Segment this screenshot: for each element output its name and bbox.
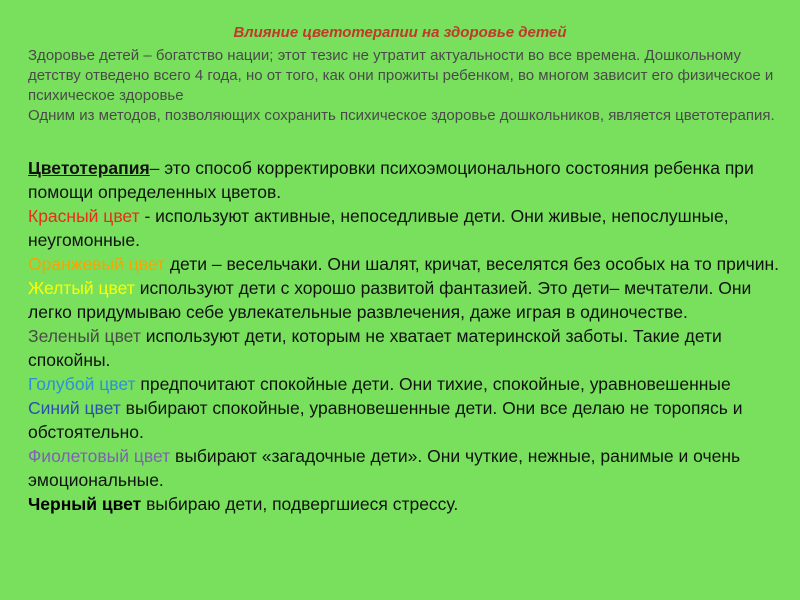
color-blue-paragraph (28, 396, 788, 444)
definition-paragraph (28, 156, 788, 204)
color-violet-paragraph (28, 444, 788, 492)
color-blue-term: Синий цвет (28, 398, 121, 418)
color-red-paragraph (28, 204, 788, 252)
color-orange-paragraph (28, 252, 788, 276)
color-red-text: - используют активные, непоседливые дети. Они живые, непослушные, неугомонные. (28, 206, 729, 250)
color-red-term: Красный цвет (28, 206, 140, 226)
color-black-paragraph (28, 492, 788, 516)
color-yellow-text: используют дети с хорошо развитой фантазией. Это дети– мечтатели. Они легко придумываю себе увлекательные развлечения, даже играя в одиночестве. (28, 278, 752, 322)
color-orange-term: Оранжевый цвет (28, 254, 165, 274)
intro-block (28, 46, 788, 126)
color-blue-text: выбирают спокойные, уравновешенные дети. Они все делаю не торопясь и обстоятельно. (28, 398, 743, 442)
intro-paragraph-1: Здоровье детей – богатство нации; этот тезис не утратит актуальности во все времена. Дошкольному детству отведено всего 4 года, но от того, как они прожиты ребенком, во многом зависит его физическое и психическое здоровье (28, 47, 774, 104)
color-lightblue-text: предпочитают спокойные дети. Они тихие, спокойные, уравновешенные (135, 374, 731, 394)
color-black-text: выбираю дети, подвергшиеся стрессу. (141, 494, 459, 514)
main-block (28, 156, 788, 516)
color-lightblue-term: Голубой цвет (28, 374, 136, 394)
color-green-text: используют дети, которым не хватает материнской заботы. Такие дети спокойны. (28, 326, 722, 370)
definition-text: – это способ корректировки психоэмоционального состояния ребенка при помощи определенных цветов. (28, 158, 754, 202)
color-green-term: Зеленый цвет (28, 326, 141, 346)
color-violet-term: Фиолетовый цвет (28, 446, 171, 466)
color-green-paragraph (28, 324, 788, 372)
color-lightblue-paragraph (28, 372, 788, 396)
definition-term: Цветотерапия (28, 158, 150, 178)
color-yellow-term: Желтый цвет (28, 278, 135, 298)
color-violet-text: выбирают «загадочные дети». Они чуткие, нежные, ранимые и очень эмоциональные. (28, 446, 741, 490)
color-black-term: Черный цвет (28, 494, 142, 514)
color-orange-text: дети – весельчаки. Они шалят, кричат, веселятся без особых на то причин. (164, 254, 780, 274)
intro-paragraph-2: Одним из методов, позволяющих сохранить психическое здоровье дошкольников, является цветотерапия. (28, 107, 775, 124)
color-yellow-paragraph (28, 276, 788, 324)
slide-title: Влияние цветотерапии на здоровье детей (233, 24, 567, 41)
